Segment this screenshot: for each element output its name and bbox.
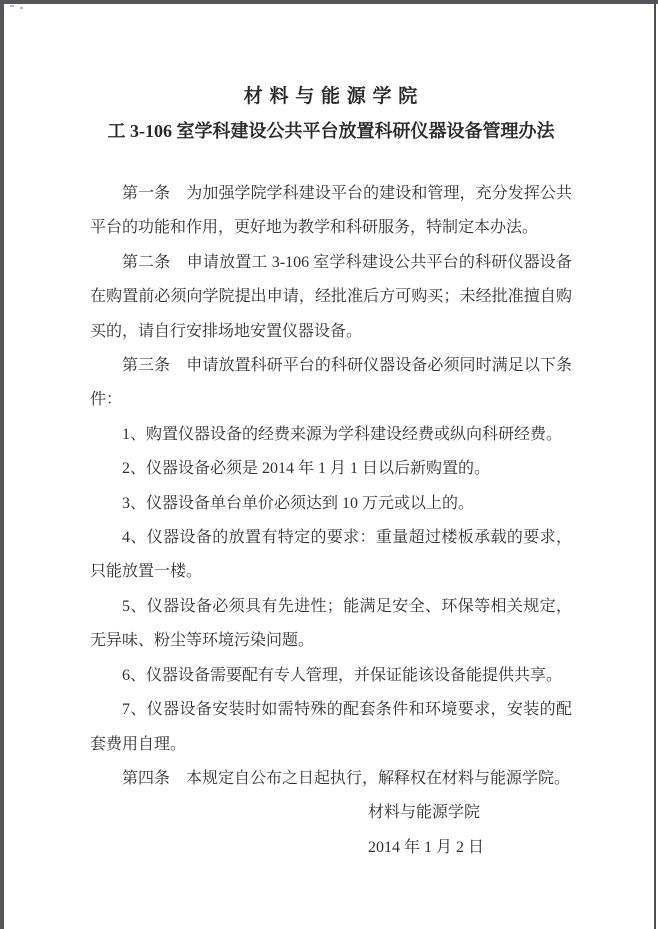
paragraph-article-1: 第一条 为加强学院学科建设平台的建设和管理，充分发挥公共平台的功能和作用，更好地为教学和科研服务，特制定本办法。 [90, 185, 572, 237]
paragraph-condition-6: 6、仪器设备需要配有专人管理，并保证能该设备能提供共享。 [122, 666, 563, 684]
paragraph-condition-5: 5、仪器设备必须具有先进性；能满足安全、环保等相关规定，无异味、粉尘等环境污染问题。 [90, 597, 572, 650]
paragraph-condition-2: 2、仪器设备必须是 2014 年 1 月 1 日以后新购置的。 [122, 460, 491, 478]
page-edge-left [0, 0, 4, 929]
paragraph-article-2: 第二条 申请放置工 3-106 室学科建设公共平台的科研仪器设备在购置前必须向学院提出申请，经批准后方可购买；未经批准擅自购买的，请自行安排场地安置仪器设备。 [90, 253, 572, 340]
signature-date: 2014 年 1 月 2 日 [368, 838, 485, 856]
paragraph-condition-1: 1、购置仪器设备的经费来源为学科建设经费或纵向科研经费。 [122, 425, 563, 443]
signature-unit: 材料与能源学院 [368, 804, 481, 822]
document-body [90, 84, 572, 865]
paragraph-condition-7: 7、仪器设备安装时如需特殊的配套条件和环境要求，安装的配套费用自理。 [90, 701, 572, 753]
page-edge-right-line [654, 0, 656, 929]
paragraph-condition-3: 3、仪器设备单台单价必须达到 10 万元或以上的。 [122, 494, 475, 512]
scan-noise-speck [20, 7, 23, 9]
document-title: 材 料 与 能 源 学 院 [243, 86, 419, 107]
paragraph-condition-4: 4、仪器设备的放置有特定的要求：重量超过楼板承载的要求，只能放置一楼。 [90, 529, 572, 581]
scan-noise-speck [10, 5, 14, 7]
document-subtitle: 工 3-106 室学科建设公共平台放置科研仪器设备管理办法 [107, 121, 555, 141]
page-edge-top [0, 0, 658, 4]
paragraph-article-3: 第三条 申请放置科研平台的科研仪器设备必须同时满足以下条件： [90, 357, 572, 409]
paragraph-article-4: 第四条 本规定自公布之日起执行，解释权在材料与能源学院。 [122, 769, 571, 787]
